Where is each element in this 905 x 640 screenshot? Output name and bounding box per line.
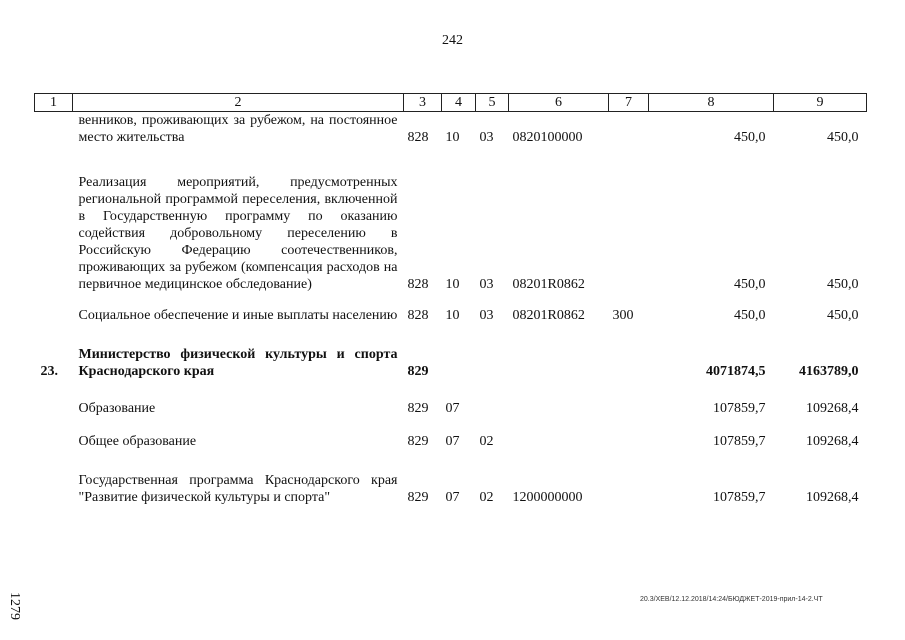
row-expense-type-code: [609, 112, 649, 147]
row-section-code: 10: [445, 277, 460, 292]
row-subsection-code: 03: [479, 308, 494, 323]
row-expense-type-code: [609, 450, 649, 506]
row-department-code: 829: [407, 401, 429, 416]
row-subsection-code: 03: [479, 277, 494, 292]
row-name: Министерство физической культуры и спорта Краснодарского края: [78, 347, 398, 379]
row-section-code: 07: [445, 401, 460, 416]
row-target-article-code: 1200000000: [512, 490, 583, 505]
row-expense-type-code: [609, 380, 649, 417]
table-row: [35, 293, 867, 324]
row-name: венников, проживающих за рубежом, на постоянное место жительства: [78, 113, 398, 145]
row-expense-type-code: [609, 417, 649, 450]
row-name: Реализация мероприятий, предусмотренных региональной программой переселения, включенной в Государственную программу по оказанию содействия добровольному переселению в Российскую Федерацию соотечественников, проживающих за рубежом (компенсация расходов на первичное медицинское обследование): [78, 175, 398, 292]
column-header: 3: [404, 94, 442, 112]
row-number: [35, 112, 73, 147]
table-row: [35, 380, 867, 417]
row-amount-year-1: 4071874,5: [706, 364, 766, 379]
row-number: 23.: [40, 364, 58, 379]
row-target-article-code: 08201R0862: [512, 277, 585, 292]
table-row: [35, 324, 867, 380]
row-department-code: 829: [407, 434, 429, 449]
table-row: [35, 112, 867, 147]
column-header: 8: [649, 94, 774, 112]
row-name: Государственная программа Краснодарского края "Развитие физической культуры и спорта": [78, 473, 398, 505]
row-expense-type-code: 300: [612, 308, 634, 323]
row-section-code: 10: [445, 130, 460, 145]
row-expense-type-code: [609, 146, 649, 293]
row-target-article-code: 08201R0862: [512, 308, 585, 323]
row-section-code: [442, 324, 476, 380]
column-header: 2: [73, 94, 404, 112]
table-row: [35, 450, 867, 506]
row-amount-year-2: 450,0: [827, 130, 859, 145]
column-header: 5: [476, 94, 509, 112]
row-number: [35, 146, 73, 293]
column-header: 9: [774, 94, 867, 112]
column-number-header-row: [35, 94, 867, 112]
row-number: [35, 450, 73, 506]
column-header: 7: [609, 94, 649, 112]
row-section-code: 07: [445, 490, 460, 505]
row-section-code: 10: [445, 308, 460, 323]
row-amount-year-1: 450,0: [734, 130, 766, 145]
footer-document-code: 20.3/ХЕВ/12.12.2018/14:24/БЮДЖЕТ-2019-прил-14-2.ЧТ: [640, 596, 823, 603]
row-department-code: 829: [407, 364, 429, 379]
row-subsection-code: 03: [479, 130, 494, 145]
table-row: [35, 146, 867, 293]
row-subsection-code: [476, 380, 509, 417]
row-amount-year-2: 109268,4: [806, 401, 859, 416]
table-body: [35, 112, 867, 507]
row-department-code: 828: [407, 308, 429, 323]
row-amount-year-2: 109268,4: [806, 490, 859, 505]
row-amount-year-2: 4163789,0: [799, 364, 859, 379]
row-name: Образование: [78, 401, 156, 416]
row-amount-year-2: 450,0: [827, 308, 859, 323]
row-amount-year-1: 450,0: [734, 308, 766, 323]
row-target-article-code: [509, 324, 609, 380]
row-amount-year-1: 107859,7: [713, 434, 766, 449]
column-header: 6: [509, 94, 609, 112]
row-department-code: 829: [407, 490, 429, 505]
row-department-code: 828: [407, 277, 429, 292]
row-target-article-code: 0820100000: [512, 130, 583, 145]
row-target-article-code: [509, 380, 609, 417]
row-department-code: 828: [407, 130, 429, 145]
row-subsection-code: 02: [479, 434, 494, 449]
row-target-article-code: [509, 417, 609, 450]
column-header: 1: [35, 94, 73, 112]
row-amount-year-1: 107859,7: [713, 401, 766, 416]
row-amount-year-1: 450,0: [734, 277, 766, 292]
row-expense-type-code: [609, 324, 649, 380]
row-name: Социальное обеспечение и иные выплаты населению: [78, 308, 398, 323]
budget-table: [34, 93, 867, 506]
row-amount-year-1: 107859,7: [713, 490, 766, 505]
row-subsection-code: [476, 324, 509, 380]
row-amount-year-2: 109268,4: [806, 434, 859, 449]
side-page-number: 1279: [7, 592, 22, 620]
table-row: [35, 417, 867, 450]
row-number: [35, 417, 73, 450]
row-name: Общее образование: [78, 434, 197, 449]
page-number: 242: [442, 33, 463, 48]
column-header: 4: [442, 94, 476, 112]
row-section-code: 07: [445, 434, 460, 449]
row-number: [35, 293, 73, 324]
row-number: [35, 380, 73, 417]
row-subsection-code: 02: [479, 490, 494, 505]
row-amount-year-2: 450,0: [827, 277, 859, 292]
